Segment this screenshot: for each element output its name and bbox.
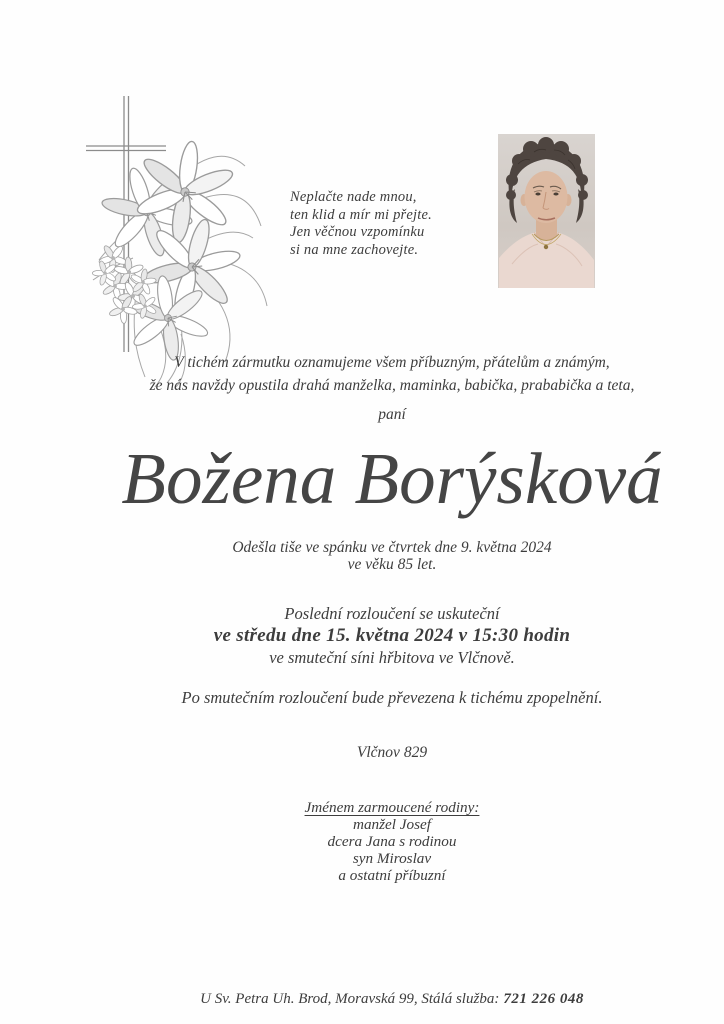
- cremation-note: Po smutečním rozloučení bude převezena k tichému zpopelnění.: [181, 688, 603, 707]
- funeral-service-contact: [60, 991, 724, 1008]
- poem-line: si na mne zachovejte.: [290, 241, 419, 258]
- family-member: manžel Josef: [352, 816, 432, 833]
- farewell-place-line: ve smuteční síni hřbitova ve Vlčnově.: [269, 648, 515, 667]
- farewell-intro-line: Poslední rozloučení se uskuteční: [284, 604, 500, 623]
- family-section: [60, 799, 724, 884]
- deceased-name: Božena Borýsková: [121, 438, 663, 519]
- portrait-photo: [498, 134, 595, 288]
- intro-line: že nás navždy opustila drahá manželka, maminka, babička, prababička a teta,: [149, 377, 635, 394]
- poem-line: Jen věčnou vzpomínku: [290, 224, 425, 240]
- family-member: a ostatní příbuzní: [338, 867, 446, 884]
- announcement-intro: [60, 351, 724, 397]
- intro-line: V tichém zármutku oznamujeme všem příbuzným, přátelům a známým,: [174, 354, 610, 371]
- portrait-photo-image: [498, 134, 595, 288]
- honorific: paní: [378, 406, 406, 423]
- funeral-service-address: U Sv. Petra Uh. Brod, Moravská 99, Stálá služba:: [200, 991, 500, 1007]
- death-age-line: ve věku 85 let.: [347, 556, 437, 573]
- death-info: [60, 539, 724, 573]
- memorial-poem: [290, 189, 432, 259]
- farewell-date-line: ve středu dne 15. května 2024 v 15:30 hodin: [213, 625, 571, 646]
- family-member: dcera Jana s rodinou: [327, 833, 457, 850]
- home-address: Vlčnov 829: [356, 744, 428, 761]
- family-member: syn Miroslav: [352, 850, 432, 867]
- death-date-line: Odešla tiše ve spánku ve čtvrtek dne 9. května 2024: [232, 539, 552, 556]
- cross-and-lilies-icon: [75, 90, 275, 390]
- family-header: Jménem zarmoucené rodiny:: [304, 799, 480, 816]
- memorial-artwork: [75, 90, 275, 390]
- poem-line: Neplačte nade mnou,: [290, 189, 417, 205]
- funeral-service-phone: 721 226 048: [503, 991, 584, 1007]
- farewell-info: [60, 603, 724, 668]
- poem-line: ten klid a mír mi přejte.: [290, 206, 432, 223]
